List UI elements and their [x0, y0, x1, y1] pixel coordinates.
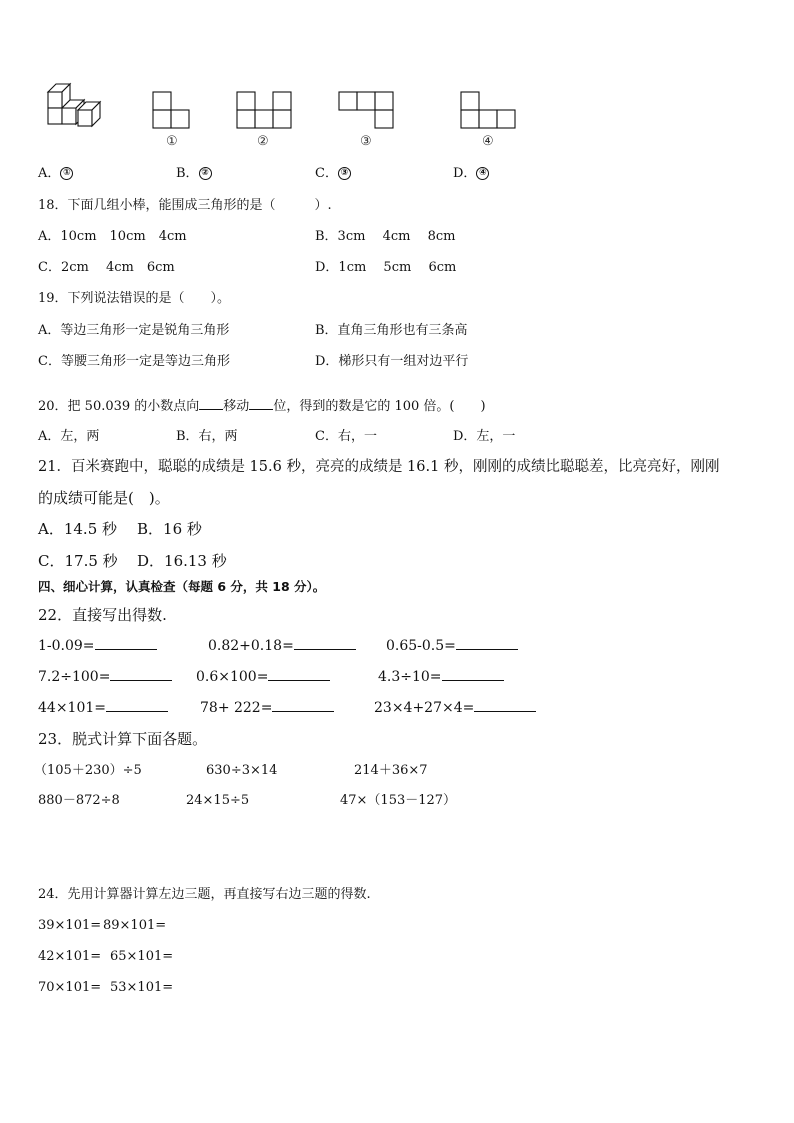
answer-blank[interactable]	[272, 699, 334, 712]
answer-blank[interactable]	[456, 637, 518, 650]
answer-blank[interactable]	[294, 637, 356, 650]
q22-item: 44×101=	[38, 699, 168, 717]
option-value: ③	[338, 167, 351, 180]
q22-item: 0.82+0.18=	[208, 637, 356, 655]
q24-stem: 24．先用计算器计算左边三题，再直接写右边三题的得数.	[38, 887, 371, 902]
view-figure-4	[460, 90, 520, 130]
answer-blank[interactable]	[110, 668, 172, 681]
option-value: ④	[476, 167, 489, 180]
q22-stem: 22．直接写出得数.	[38, 606, 167, 624]
q24-item: 89×101=	[103, 918, 167, 933]
q17-option-c[interactable]: C． ③	[315, 165, 351, 183]
answer-blank[interactable]	[249, 397, 273, 410]
q17-option-b[interactable]: B． ②	[176, 165, 212, 183]
view-figure-3	[338, 90, 396, 130]
q22-item: 1-0.09=	[38, 637, 157, 655]
q19-option-a[interactable]: A．等边三角形一定是锐角三角形	[38, 323, 230, 338]
q18-option-a[interactable]: A．10cm 10cm 4cm	[38, 229, 187, 244]
view-label-1: ①	[166, 134, 178, 149]
answer-blank[interactable]	[474, 699, 536, 712]
answer-blank[interactable]	[268, 668, 330, 681]
q17-option-d[interactable]: D． ④	[453, 165, 489, 183]
q22-item: 0.6×100=	[196, 668, 330, 686]
q21-option-c[interactable]: C．17.5 秒	[38, 552, 118, 570]
q20-stem: 20．把 50.039 的小数点向 移动 位，得到的数是它的 100 倍。( )	[38, 399, 486, 414]
q22-item: 0.65-0.5=	[386, 637, 518, 655]
q22-item: 4.3÷10=	[378, 668, 504, 686]
q20-option-c[interactable]: C．右，一	[315, 429, 377, 444]
q24-item: 42×101=	[38, 949, 102, 964]
q21-stem-line2: 的成绩可能是( )。	[38, 489, 170, 507]
q20-option-a[interactable]: A．左，两	[38, 429, 100, 444]
q23-stem: 23．脱式计算下面各题。	[38, 730, 208, 748]
option-value: ①	[60, 167, 73, 180]
q20-option-d[interactable]: D．左，一	[453, 429, 516, 444]
q17-option-a[interactable]: A． ①	[38, 165, 73, 183]
q19-stem: 19．下列说法错误的是（ ）。	[38, 291, 231, 306]
view-figure-1	[152, 90, 192, 130]
view-label-4: ④	[482, 134, 494, 149]
q23-expression: 24×15÷5	[186, 793, 250, 808]
q21-option-a[interactable]: A．14.5 秒	[38, 520, 117, 538]
q18-stem: 18．下面几组小棒，能围成三角形的是（ ）.	[38, 198, 332, 213]
q23-expression: 880－872÷8	[38, 793, 120, 808]
q20-option-b[interactable]: B．右，两	[176, 429, 238, 444]
cube-stack-figure	[38, 80, 110, 142]
q23-expression: 47×（153－127）	[340, 793, 457, 808]
q23-expression: 630÷3×14	[206, 763, 278, 778]
q19-option-c[interactable]: C．等腰三角形一定是等边三角形	[38, 354, 230, 369]
answer-blank[interactable]	[106, 699, 168, 712]
q24-item: 70×101=	[38, 980, 102, 995]
q24-item: 39×101=	[38, 918, 102, 933]
q23-expression: 214＋36×7	[354, 763, 428, 778]
q19-option-b[interactable]: B．直角三角形也有三条高	[315, 323, 468, 338]
q21-option-b[interactable]: B．16 秒	[137, 520, 202, 538]
q21-stem-line1: 21．百米赛跑中，聪聪的成绩是 15.6 秒，亮亮的成绩是 16.1 秒，刚刚的成绩比聪聪差，比亮亮好，刚刚	[38, 459, 720, 475]
view-label-2: ②	[257, 134, 269, 149]
q18-option-c[interactable]: C．2cm 4cm 6cm	[38, 260, 175, 275]
q22-item: 23×4+27×4=	[374, 699, 536, 717]
q19-option-d[interactable]: D．梯形只有一组对边平行	[315, 354, 469, 369]
view-figure-2	[236, 90, 294, 130]
answer-blank[interactable]	[95, 637, 157, 650]
option-value: ②	[199, 167, 212, 180]
q18-option-b[interactable]: B．3cm 4cm 8cm	[315, 229, 456, 244]
answer-blank[interactable]	[199, 397, 223, 410]
q22-item: 78+ 222=	[200, 699, 334, 717]
answer-blank[interactable]	[442, 668, 504, 681]
view-label-3: ③	[360, 134, 372, 149]
section-heading: 四、细心计算，认真检查（每题 6 分，共 18 分）。	[38, 579, 326, 594]
q24-item: 65×101=	[110, 949, 174, 964]
q24-item: 53×101=	[110, 980, 174, 995]
q21-option-d[interactable]: D．16.13 秒	[137, 552, 227, 570]
q22-item: 7.2÷100=	[38, 668, 172, 686]
q23-expression: （105＋230）÷5	[34, 763, 142, 778]
q18-option-d[interactable]: D．1cm 5cm 6cm	[315, 260, 457, 275]
